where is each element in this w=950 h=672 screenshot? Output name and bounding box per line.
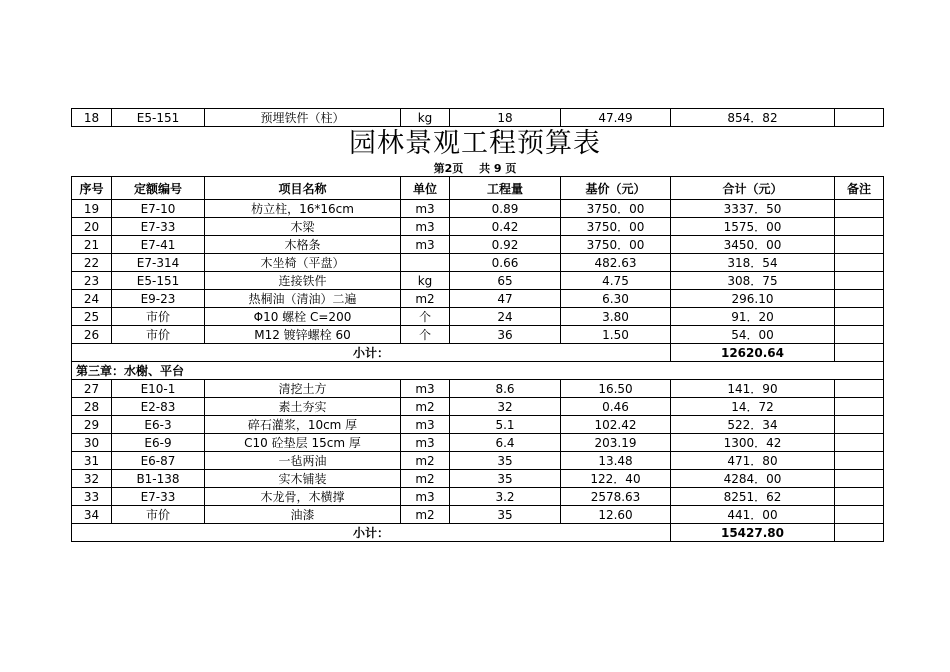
page-info (0, 162, 950, 176)
row-name: 木格条 (205, 236, 401, 254)
row-total: 141．90 (671, 380, 835, 398)
row-code: E7-10 (112, 200, 205, 218)
row-price: 6.30 (561, 290, 671, 308)
row-name: 木梁 (205, 218, 401, 236)
row-total: 54．00 (671, 326, 835, 344)
row-name: 油漆 (205, 506, 401, 524)
subtotal-note (835, 524, 884, 542)
row-unit: m3 (401, 218, 450, 236)
row-no: 22 (72, 254, 112, 272)
row-code: E5-151 (112, 272, 205, 290)
row-code: E6-3 (112, 416, 205, 434)
row-total: 91．20 (671, 308, 835, 326)
row-unit: m3 (401, 488, 450, 506)
row-note (835, 488, 884, 506)
table-row (72, 506, 884, 524)
row-total: 296.10 (671, 290, 835, 308)
row-unit: m3 (401, 236, 450, 254)
row-qty: 0.42 (450, 218, 561, 236)
row-total: 308．75 (671, 272, 835, 290)
row-note (835, 398, 884, 416)
row-note (835, 326, 884, 344)
section2-rows (72, 380, 884, 524)
row-note (835, 290, 884, 308)
row-no: 29 (72, 416, 112, 434)
row-name: C10 砼垫层 15cm 厚 (205, 434, 401, 452)
row-qty: 8.6 (450, 380, 561, 398)
row-no: 27 (72, 380, 112, 398)
header-no: 序号 (72, 177, 112, 200)
row-price: 122．40 (561, 470, 671, 488)
subtotal-note (835, 344, 884, 362)
row-price: 3750．00 (561, 200, 671, 218)
subtotal-label: 小计： (72, 344, 671, 362)
row-name: 木坐椅（平盘） (205, 254, 401, 272)
row-code: E7-41 (112, 236, 205, 254)
row-qty: 5.1 (450, 416, 561, 434)
previous-page-table (71, 108, 884, 127)
header-total: 合计（元） (671, 177, 835, 200)
row-name: 碎石灌浆，10cm 厚 (205, 416, 401, 434)
row-name: 木龙骨，木横撑 (205, 488, 401, 506)
row-note (835, 506, 884, 524)
section1-rows (72, 200, 884, 344)
row-price: 0.46 (561, 398, 671, 416)
row-code: E7-33 (112, 488, 205, 506)
row-code: E2-83 (112, 398, 205, 416)
row-total: 318．54 (671, 254, 835, 272)
header-unit: 单位 (401, 177, 450, 200)
row-code: E7-33 (112, 218, 205, 236)
row-price: 12.60 (561, 506, 671, 524)
table-row (72, 218, 884, 236)
row-note (835, 470, 884, 488)
row-note (835, 254, 884, 272)
table-row (72, 272, 884, 290)
row-name: 枋立柱，16*16cm (205, 200, 401, 218)
row-total: 854．82 (671, 109, 835, 127)
table-row (72, 236, 884, 254)
row-unit: m3 (401, 200, 450, 218)
row-qty: 65 (450, 272, 561, 290)
row-unit: m3 (401, 434, 450, 452)
row-qty: 6.4 (450, 434, 561, 452)
row-unit: m3 (401, 380, 450, 398)
chapter-heading: 第三章：水榭、平台 (72, 362, 884, 380)
row-code: 市价 (112, 308, 205, 326)
row-no: 25 (72, 308, 112, 326)
table-row (72, 326, 884, 344)
row-code: E7-314 (112, 254, 205, 272)
table-row (72, 290, 884, 308)
row-unit: m2 (401, 290, 450, 308)
row-note (835, 272, 884, 290)
row-no: 18 (72, 109, 112, 127)
row-total: 1300．42 (671, 434, 835, 452)
header-name: 项目名称 (205, 177, 401, 200)
row-no: 30 (72, 434, 112, 452)
row-unit: kg (401, 272, 450, 290)
row-qty: 0.66 (450, 254, 561, 272)
table-row (72, 416, 884, 434)
row-note (835, 109, 884, 127)
subtotal-value: 15427.80 (671, 524, 835, 542)
row-unit (401, 254, 450, 272)
table-row (72, 470, 884, 488)
row-name: M12 镀锌螺栓 60 (205, 326, 401, 344)
table-row (72, 380, 884, 398)
row-note (835, 236, 884, 254)
table-row (72, 452, 884, 470)
row-no: 28 (72, 398, 112, 416)
chapter-row (72, 362, 884, 380)
row-qty: 18 (450, 109, 561, 127)
row-qty: 32 (450, 398, 561, 416)
table-row (72, 398, 884, 416)
row-unit: 个 (401, 308, 450, 326)
row-total: 522．34 (671, 416, 835, 434)
row-qty: 0.92 (450, 236, 561, 254)
row-price: 3750．00 (561, 236, 671, 254)
budget-table (71, 176, 884, 542)
row-price: 482.63 (561, 254, 671, 272)
row-unit: m2 (401, 452, 450, 470)
row-note (835, 308, 884, 326)
row-qty: 47 (450, 290, 561, 308)
table-row (72, 488, 884, 506)
row-price: 1.50 (561, 326, 671, 344)
subtotal-value: 12620.64 (671, 344, 835, 362)
header-note: 备注 (835, 177, 884, 200)
row-name: 清挖土方 (205, 380, 401, 398)
row-no: 19 (72, 200, 112, 218)
row-price: 203.19 (561, 434, 671, 452)
row-qty: 35 (450, 470, 561, 488)
row-qty: 35 (450, 452, 561, 470)
subtotal-label: 小计： (72, 524, 671, 542)
row-total: 4284．00 (671, 470, 835, 488)
row-note (835, 416, 884, 434)
row-note (835, 452, 884, 470)
row-total: 14．72 (671, 398, 835, 416)
row-code: E10-1 (112, 380, 205, 398)
row-price: 47.49 (561, 109, 671, 127)
row-code: E5-151 (112, 109, 205, 127)
row-note (835, 218, 884, 236)
row-price: 3.80 (561, 308, 671, 326)
total-pages: 共 9 页 (479, 162, 517, 175)
row-total: 471．80 (671, 452, 835, 470)
row-note (835, 380, 884, 398)
row-total: 1575．00 (671, 218, 835, 236)
subtotal-row (72, 344, 884, 362)
row-code: 市价 (112, 506, 205, 524)
row-total: 441．00 (671, 506, 835, 524)
row-name: 素土夯实 (205, 398, 401, 416)
table-row (72, 109, 884, 127)
row-no: 32 (72, 470, 112, 488)
row-name: 连接铁件 (205, 272, 401, 290)
header-qty: 工程量 (450, 177, 561, 200)
table-row (72, 308, 884, 326)
row-code: E6-87 (112, 452, 205, 470)
row-name: 预埋铁件（柱） (205, 109, 401, 127)
table-row (72, 200, 884, 218)
row-code: E6-9 (112, 434, 205, 452)
row-note (835, 434, 884, 452)
row-name: Φ10 螺栓 C=200 (205, 308, 401, 326)
row-price: 4.75 (561, 272, 671, 290)
row-no: 34 (72, 506, 112, 524)
row-unit: m2 (401, 398, 450, 416)
row-code: B1-138 (112, 470, 205, 488)
row-qty: 36 (450, 326, 561, 344)
row-note (835, 200, 884, 218)
row-total: 8251．62 (671, 488, 835, 506)
row-unit: m2 (401, 506, 450, 524)
row-no: 23 (72, 272, 112, 290)
row-code: 市价 (112, 326, 205, 344)
row-total: 3337．50 (671, 200, 835, 218)
row-no: 20 (72, 218, 112, 236)
row-price: 16.50 (561, 380, 671, 398)
table-header-row (72, 177, 884, 200)
row-qty: 0.89 (450, 200, 561, 218)
subtotal-row (72, 524, 884, 542)
row-no: 33 (72, 488, 112, 506)
header-code: 定额编号 (112, 177, 205, 200)
row-price: 13.48 (561, 452, 671, 470)
row-no: 26 (72, 326, 112, 344)
row-no: 24 (72, 290, 112, 308)
row-unit: m2 (401, 470, 450, 488)
table-row (72, 254, 884, 272)
table-row (72, 434, 884, 452)
row-price: 2578.63 (561, 488, 671, 506)
row-price: 102.42 (561, 416, 671, 434)
current-page: 第2页 (433, 162, 464, 175)
row-name: 实木铺装 (205, 470, 401, 488)
header-price: 基价（元） (561, 177, 671, 200)
row-qty: 3.2 (450, 488, 561, 506)
row-name: 热桐油（清油）二遍 (205, 290, 401, 308)
row-code: E9-23 (112, 290, 205, 308)
row-unit: m3 (401, 416, 450, 434)
row-qty: 35 (450, 506, 561, 524)
row-no: 21 (72, 236, 112, 254)
row-unit: 个 (401, 326, 450, 344)
row-name: 一毡两油 (205, 452, 401, 470)
row-qty: 24 (450, 308, 561, 326)
row-total: 3450．00 (671, 236, 835, 254)
row-unit: kg (401, 109, 450, 127)
row-price: 3750．00 (561, 218, 671, 236)
row-no: 31 (72, 452, 112, 470)
page-title: 园林景观工程预算表 (349, 128, 601, 159)
